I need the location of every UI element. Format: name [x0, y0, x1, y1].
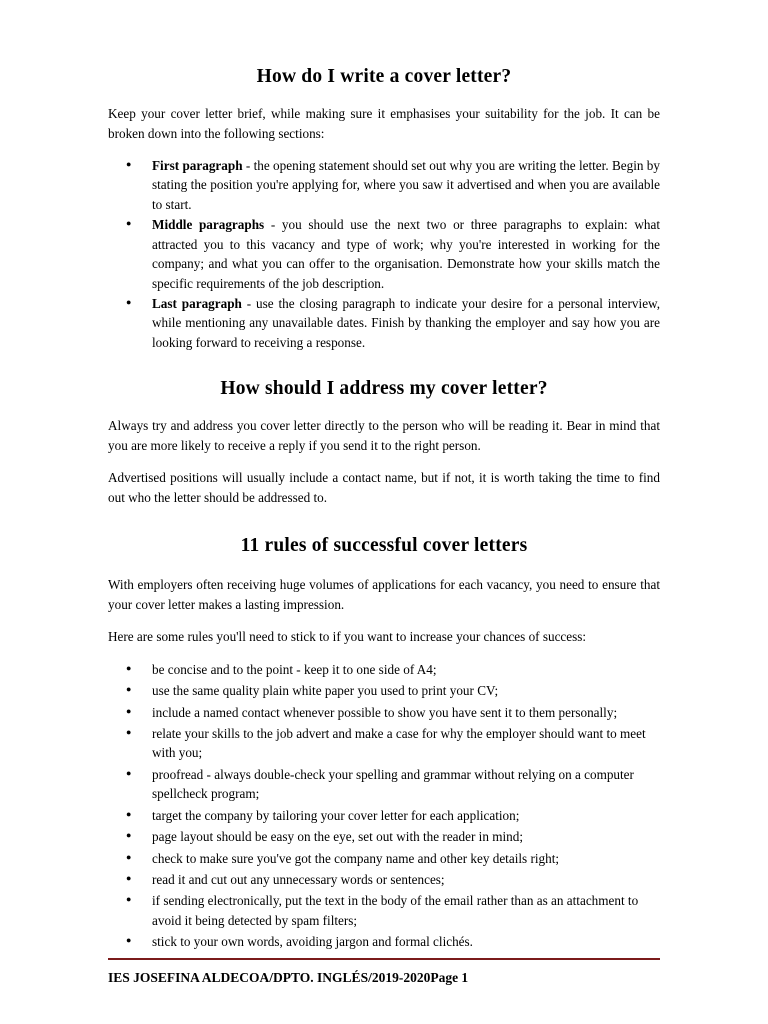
list-item: ● be concise and to the point - keep it to one side of A4;: [148, 660, 660, 679]
list-item: ● include a named contact whenever possible to show you have sent it to them personally;: [148, 703, 660, 722]
section3-rules-list: [108, 660, 660, 952]
list-item: [148, 156, 660, 214]
list-item: ● if sending electronically, put the text in the body of the email rather than as an attachment to avoid it being detected by spam filters;: [148, 891, 660, 930]
bullet-lead: First paragraph: [152, 158, 243, 174]
section3-heading: 11 rules of successful cover letters: [240, 535, 528, 557]
list-item: ● proofread - always double-check your spelling and grammar without relying on a computer spellcheck program;: [148, 765, 660, 804]
section2-heading: How should I address my cover letter?: [220, 378, 548, 400]
bullet-text: - the opening statement should set out why you are writing the letter. Begin by stating the position you're applying for, where you saw it advertised and when you are available to start.: [152, 158, 660, 212]
bullet-lead: Middle paragraphs: [152, 217, 265, 233]
bullet-text: - you should use the next two or three paragraphs to explain: what attracted you to this vacancy and type of work; why you're interested in working for the company; and what you can offer to the organisation. Demonstrate how your skills match the specific requirements of the job description.: [152, 217, 660, 291]
section1-bullet-list: [108, 156, 660, 352]
list-item: ● check to make sure you've got the company name and other key details right;: [148, 849, 660, 868]
list-item: [148, 215, 660, 293]
section3-paragraph-1: With employers often receiving huge volumes of applications for each vacancy, you need to ensure that your cover letter makes a lasting impression.: [108, 577, 660, 612]
bullet-text: - use the closing paragraph to indicate your desire for a personal interview, while mentioning any unavailable dates. Finish by thanking the employer and say how you are looking forward to receiving a response.: [152, 295, 661, 350]
list-item: ● read it and cut out any unnecessary words or sentences;: [148, 870, 660, 889]
list-item: [148, 294, 660, 352]
list-item: ● use the same quality plain white paper you used to print your CV;: [148, 681, 660, 700]
footer-divider: [108, 958, 660, 960]
list-item: ● target the company by tailoring your cover letter for each application;: [148, 806, 660, 825]
list-item: ● stick to your own words, avoiding jargon and formal clichés.: [148, 932, 660, 951]
list-item: ● relate your skills to the job advert and make a case for why the employer should want to meet with you;: [148, 724, 660, 763]
section2-paragraph-2: Advertised positions will usually include a contact name, but if not, it is worth taking the time to find out who the letter should be addressed to.: [108, 470, 660, 505]
section2-paragraph-1: Always try and address you cover letter directly to the person who will be reading it. Bear in mind that you are more likely to receive a reply if you send it to the right person.: [108, 418, 660, 453]
footer-text: IES JOSEFINA ALDECOA/DPTO. INGLÉS/2019-2020Page 1: [108, 970, 469, 985]
list-item: ● page layout should be easy on the eye, set out with the reader in mind;: [148, 827, 660, 846]
page-title: How do I write a cover letter?: [256, 66, 512, 87]
section1-intro: Keep your cover letter brief, while making sure it emphasises your suitability for the job. It can be broken down into the following sections:: [108, 106, 660, 141]
bullet-lead: Last paragraph: [152, 295, 242, 311]
section3-paragraph-2: Here are some rules you'll need to stick to if you want to increase your chances of success:: [108, 629, 587, 645]
